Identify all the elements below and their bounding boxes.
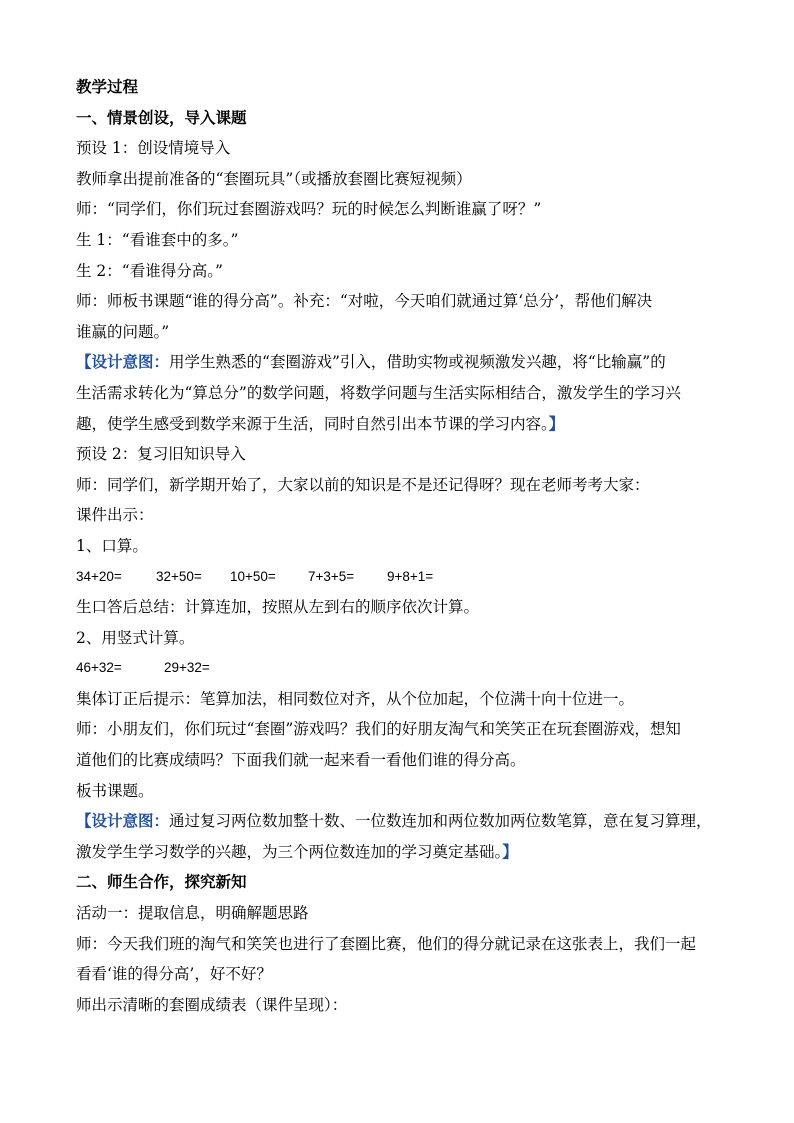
- oral-calc-row: [76, 562, 724, 593]
- design-intent-text: 趣，使学生感受到数学来源于生活，同时自然引出本节课的学习内容。: [76, 414, 549, 433]
- paragraph: 师出示清晰的套圈成绩表（课件呈现）：: [76, 995, 348, 1014]
- paragraph: 师：今天我们班的淘气和笑笑也进行了套圈比赛，他们的得分就记录在这张表上，我们一起: [76, 934, 697, 953]
- paragraph: 生 1：“看谁套中的多。”: [76, 230, 239, 249]
- paragraph: 师：同学们，新学期开始了，大家以前的知识是不是还记得呀？现在老师考考大家：: [76, 475, 650, 494]
- design-intent-2-line2: [76, 837, 724, 868]
- design-intent-text: 激发学生学习数学的兴趣，为三个两位数连加的学习奠定基础。: [76, 842, 503, 861]
- bracket-open: 【: [76, 811, 92, 831]
- bracket-close: 】: [548, 413, 565, 433]
- section-title-2: 二、师生合作，探究新知: [76, 872, 247, 892]
- oral-calc-item: 34+20=: [76, 568, 122, 584]
- vertical-calc-item: 46+32=: [76, 660, 122, 676]
- paragraph: 师：“同学们，你们玩过套圈游戏吗？玩的时候怎么判断谁赢了呀？”: [76, 200, 542, 219]
- document-page: [76, 72, 724, 1020]
- paragraph: 谁赢的问题。”: [76, 322, 170, 341]
- paragraph: 师：小朋友们，你们玩过“套圈”游戏吗？我们的好朋友淘气和笑笑正在玩套圈游戏，想知: [76, 720, 681, 739]
- design-intent-1-line3: [76, 409, 724, 440]
- vertical-calc-row: [76, 653, 724, 684]
- bracket-open: 【: [76, 352, 92, 372]
- oral-calc-item: 9+8+1=: [387, 568, 434, 584]
- paragraph: 师：师板书课题“谁的得分高”。补充：“对啦，今天咱们就通过算‘总分’，帮他们解决: [76, 292, 653, 311]
- design-intent-1: [76, 347, 724, 378]
- activity-1: 活动一：提取信息，明确解题思路: [76, 904, 309, 923]
- oral-calc-item: 10+50=: [230, 568, 276, 584]
- question-1: 1、口算。: [76, 536, 148, 555]
- bracket-close: 】: [502, 841, 518, 861]
- design-intent-text: 用学生熟悉的“套圈游戏”引入，借助实物或视频激发兴趣，将“比输赢”的: [169, 353, 666, 372]
- question-2: 2、用竖式计算。: [76, 628, 195, 647]
- paragraph: 看看‘谁的得分高’，好不好？: [76, 965, 272, 984]
- design-intent-1-line2: 生活需求转化为“算总分”的数学问题，将数学问题与生活实际相结合，激发学生的学习兴: [76, 383, 681, 402]
- paragraph: 道他们的比赛成绩吗？下面我们就一起来看一看他们谁的得分高。: [76, 751, 526, 770]
- preset-1: 预设 1：创设情境导入: [76, 139, 231, 158]
- paragraph: 板书课题。: [76, 781, 154, 800]
- design-intent-text: 通过复习两位数加整十数、一位数连加和两位数加两位数笔算，意在复习算理，: [169, 812, 712, 831]
- section-title-1: 一、情景创设，导入课题: [76, 107, 247, 127]
- vertical-calc-item: 29+32=: [164, 660, 210, 676]
- paragraph: 生 2：“看谁得分高。”: [76, 261, 223, 280]
- oral-calc-item: 7+3+5=: [308, 568, 355, 584]
- paragraph: 生口答后总结：计算连加，按照从左到右的顺序依次计算。: [76, 598, 480, 617]
- design-intent-head: 设计意图：: [91, 352, 170, 372]
- paragraph: 集体订正后提示：笔算加法，相同数位对齐，从个位加起，个位满十向十位进一。: [76, 689, 635, 708]
- paragraph: 教师拿出提前准备的“套圈玩具”（或播放套圈比赛短视频）: [76, 169, 472, 188]
- oral-calc-item: 32+50=: [156, 568, 202, 584]
- paragraph: 课件出示：: [76, 506, 154, 525]
- design-intent-head: 设计意图：: [91, 811, 170, 831]
- heading: 教学过程: [76, 77, 139, 96]
- design-intent-2: [76, 806, 724, 837]
- preset-2: 预设 2：复习旧知识导入: [76, 445, 246, 464]
